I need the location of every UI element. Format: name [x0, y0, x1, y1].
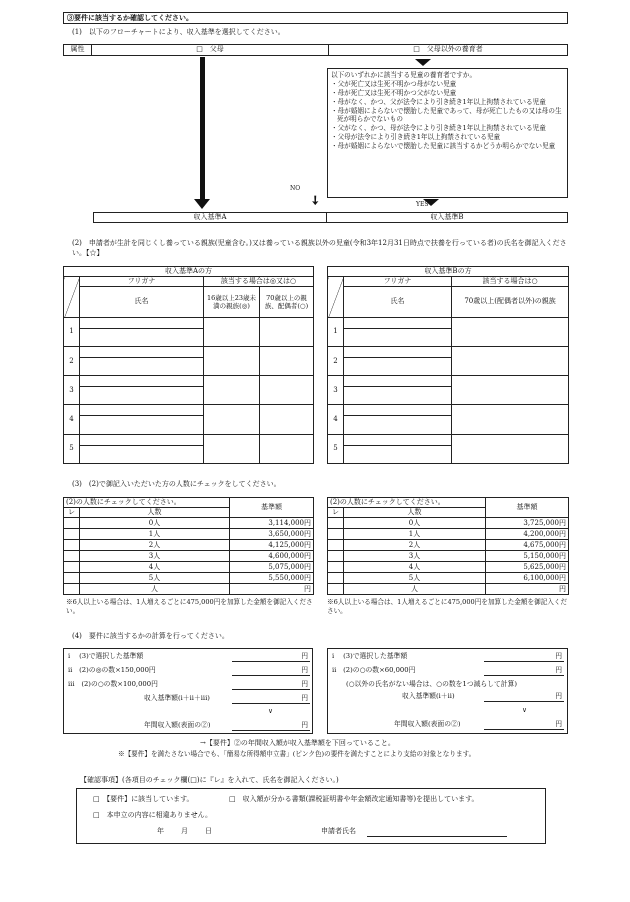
check-cell[interactable]: [64, 573, 80, 584]
arrow-shaft-icon: [200, 57, 205, 200]
count-cell: 人: [80, 584, 230, 595]
amount-cell: 円: [486, 584, 569, 595]
confirm-box: [76, 788, 546, 844]
calc-b-total: 収入基準額(i＋ii): [402, 692, 455, 700]
amount-cell: 5,550,000円: [230, 573, 314, 584]
check-cell[interactable]: [64, 540, 80, 551]
amount-cell: 5,150,000円: [486, 551, 569, 562]
condition-item: ・母がなく、かつ、父が法令により引き続き1年以上拘禁されている児童: [331, 97, 546, 106]
check-col-header: レ: [328, 508, 344, 518]
check-col-header: レ: [64, 508, 80, 518]
footnote: ※【要件】を満たさない場合でも、「簡易な所得額申立書」(ピンク色)の要件を満たすことにより支給の対象となります。: [118, 750, 476, 758]
diag-cell: [328, 277, 344, 317]
q3-table-a: [63, 497, 314, 595]
name-header: 氏名: [80, 287, 204, 317]
check-cell[interactable]: [452, 317, 569, 346]
condition-item: ・母が死亡又は生死不明かつ父がない児童: [331, 88, 457, 97]
condition-item: ・父母が法令により引き続き1年以上拘禁されている児童: [331, 133, 501, 142]
name-header: 氏名: [344, 287, 452, 317]
q1-instruction: (1) 以下のフローチャートにより、収入基準を選択してください。: [72, 28, 285, 36]
day-label: 日: [205, 827, 212, 835]
attr-label: 属性: [64, 45, 92, 55]
result-a: 収入基準A: [93, 212, 327, 223]
condition-item: ・父が死亡又は生死不明かつ母がない児童: [331, 79, 457, 88]
q3-note-b: ※6人以上いる場合は、1人増えるごとに475,000円を加算した金額を御記入ください。: [327, 598, 568, 616]
opt-parent-checkbox[interactable]: □ 父母: [92, 45, 329, 55]
ge-symbol: ∨: [268, 707, 273, 715]
base-col-header: 基準額: [486, 498, 569, 518]
row-number: 1: [328, 317, 344, 346]
check-cell[interactable]: [328, 529, 344, 540]
row-number: 1: [64, 317, 80, 346]
check-cell[interactable]: [204, 405, 260, 434]
yen-unit: 円: [555, 666, 562, 674]
name-input[interactable]: [344, 328, 452, 346]
q2-table-a: [63, 266, 314, 464]
amount-cell: 4,200,000円: [486, 529, 569, 540]
amount-cell: 4,125,000円: [230, 540, 314, 551]
q3-table-b: [327, 497, 569, 595]
amount-cell: 5,625,000円: [486, 562, 569, 573]
condition-list: [331, 80, 564, 151]
diag-cell: [64, 277, 80, 317]
check-cell[interactable]: [452, 434, 569, 463]
calc-a-iii-input[interactable]: [232, 680, 310, 690]
month-label: 月: [181, 827, 188, 835]
count-cell: 5人: [80, 573, 230, 584]
check-cell[interactable]: [328, 573, 344, 584]
yen-unit: 円: [555, 720, 562, 728]
furigana-input[interactable]: [344, 317, 452, 328]
confirm-item1-checkbox[interactable]: □ 【要件】に該当しています。: [93, 795, 194, 803]
calc-a-ii: ii (2)の◎の数×150,000円: [68, 666, 156, 674]
yen-unit: 円: [301, 721, 308, 729]
no-label: NO: [290, 185, 301, 192]
arrow-down-icon: [194, 199, 210, 209]
count-cell: 1人: [80, 529, 230, 540]
calc-b-ii: ii (2)の○の数×60,000円: [332, 666, 416, 674]
calc-b-i: i (3)で選択した基準額: [332, 652, 408, 660]
furigana-input[interactable]: [80, 434, 204, 445]
check-cell[interactable]: [64, 551, 80, 562]
yen-unit: 円: [555, 692, 562, 700]
count-cell: 1人: [344, 529, 486, 540]
check-cell[interactable]: [64, 529, 80, 540]
attribute-row: [63, 44, 568, 56]
year-label: 年: [157, 827, 164, 835]
check-cell[interactable]: [328, 540, 344, 551]
calc-b-total-input[interactable]: [484, 692, 564, 702]
count-col-header: 人数: [344, 508, 486, 518]
row-number: 5: [64, 434, 80, 463]
q3-note-a: ※6人以上いる場合は、1人増えるごとに475,000円を加算した金額を御記入ください。: [66, 598, 313, 616]
cond-title: 以下のいずれかに該当する児童の養育者ですか。: [331, 71, 477, 79]
name-input[interactable]: [344, 416, 452, 434]
name-input[interactable]: [344, 445, 452, 463]
col1-header: 16歳以上23歳未満の親族(◎): [204, 287, 260, 317]
calc-a-total-input[interactable]: [232, 694, 310, 704]
count-cell: 4人: [344, 562, 486, 573]
check-cell[interactable]: [328, 562, 344, 573]
furigana-input[interactable]: [344, 405, 452, 416]
count-cell: 5人: [344, 573, 486, 584]
table-title: 収入基準Aの方: [64, 267, 314, 277]
result-b: 収入基準B: [327, 212, 568, 223]
confirm-title: 【確認事項】(各項目のチェック欄(□)に『レ』を入れて、氏名を御記入ください。): [80, 776, 339, 784]
check-cell[interactable]: [260, 434, 314, 463]
amount-cell: 6,100,000円: [486, 573, 569, 584]
calc-a-i-input[interactable]: [232, 652, 310, 662]
col1-header: 70歳以上(配偶者以外)の親族: [452, 287, 569, 317]
calc-b-i-input[interactable]: [484, 652, 564, 662]
table-title: 収入基準Bの方: [328, 267, 569, 277]
amount-cell: 3,650,000円: [230, 529, 314, 540]
amount-cell: 5,075,000円: [230, 562, 314, 573]
section-title: ③要件に該当するか確認してください。: [63, 12, 568, 24]
check-cell[interactable]: [328, 584, 344, 595]
check-cell[interactable]: [64, 584, 80, 595]
condition-item: ・母が婚姻によらないで懐胎した児童であって、母が死亡したもの又は母の生死が明らかでないもの: [331, 106, 562, 124]
applicant-label: 申請者氏名: [321, 827, 356, 835]
furigana-input[interactable]: [344, 346, 452, 357]
name-input[interactable]: [80, 445, 204, 463]
furigana-input[interactable]: [80, 405, 204, 416]
yen-unit: 円: [301, 652, 308, 660]
count-col-header: 人数: [80, 508, 230, 518]
calc-b-annual-input[interactable]: [484, 720, 564, 730]
count-cell: 3人: [344, 551, 486, 562]
yen-unit: 円: [301, 680, 308, 688]
q3-instruction: (3) (2)で御記入いただいた方の人数にチェックをしてください。: [72, 480, 281, 488]
check-cell[interactable]: [204, 317, 260, 346]
count-cell: 2人: [344, 540, 486, 551]
check-cell[interactable]: [328, 518, 344, 529]
row-number: 3: [64, 376, 80, 405]
check-cell[interactable]: [260, 346, 314, 375]
opt-other-checkbox[interactable]: □ 父母以外の養育者: [413, 45, 483, 53]
calc-box-a: [63, 648, 313, 734]
condition-item: ・母が婚姻によらないで懐胎した児童に該当するかどうか明らかでない児童: [331, 142, 556, 151]
confirm-item2-checkbox[interactable]: □ 収入額が分かる書類(課税証明書や年金額改定通知書等)を提出しています。: [229, 795, 479, 803]
check-cell[interactable]: [204, 434, 260, 463]
condition-box: [327, 68, 568, 198]
yen-unit: 円: [301, 666, 308, 674]
furigana-input[interactable]: [344, 376, 452, 387]
row-number: 2: [64, 346, 80, 375]
calc-b-annual: 年間収入額(表面の②): [394, 720, 461, 728]
calc-a-total: 収入基準額(i＋ii＋iii): [144, 694, 210, 702]
amount-cell: 円: [230, 584, 314, 595]
furigana-header: フリガナ: [80, 277, 204, 287]
calc-a-ii-input[interactable]: [232, 666, 310, 676]
yen-unit: 円: [555, 652, 562, 660]
check-cell[interactable]: [260, 317, 314, 346]
amount-cell: 4,675,000円: [486, 540, 569, 551]
amount-cell: 4,600,000円: [230, 551, 314, 562]
furigana-input[interactable]: [80, 317, 204, 328]
calc-a-annual: 年間収入額(表面の②): [144, 721, 211, 729]
q4-instruction: (4) 要件に該当するかの計算を行ってください。: [72, 632, 229, 640]
check-cell[interactable]: [260, 405, 314, 434]
furigana-input[interactable]: [344, 434, 452, 445]
calc-a-i: i (3)で選択した基準額: [68, 652, 144, 660]
check-cell[interactable]: [452, 346, 569, 375]
count-cell: 0人: [344, 518, 486, 529]
q3-header: (2)の人数にチェックしてください。: [328, 498, 486, 508]
row-number: 4: [64, 405, 80, 434]
furigana-input[interactable]: [80, 376, 204, 387]
name-input[interactable]: [80, 328, 204, 346]
name-input[interactable]: [80, 357, 204, 375]
base-col-header: 基準額: [230, 498, 314, 518]
count-cell: 人: [344, 584, 486, 595]
q2-table-b: [327, 266, 569, 464]
check-cell[interactable]: [204, 376, 260, 405]
name-input[interactable]: [80, 387, 204, 405]
check-cell[interactable]: [64, 562, 80, 573]
row-number: 2: [328, 346, 344, 375]
count-cell: 4人: [80, 562, 230, 573]
calc-a-iii: iii (2)の○の数×100,000円: [68, 680, 158, 688]
name-input[interactable]: [344, 387, 452, 405]
row-number: 5: [328, 434, 344, 463]
furigana-header: フリガナ: [344, 277, 452, 287]
yen-unit: 円: [301, 694, 308, 702]
furigana-input[interactable]: [80, 346, 204, 357]
applicant-name-input[interactable]: [367, 827, 507, 837]
row-number: 3: [328, 376, 344, 405]
calc-box-b: [327, 648, 568, 734]
name-input[interactable]: [344, 357, 452, 375]
q3-header: (2)の人数にチェックしてください。: [64, 498, 230, 508]
name-input[interactable]: [80, 416, 204, 434]
confirm-item3-checkbox[interactable]: □ 本申立の内容に相違ありません。: [93, 811, 213, 819]
check-header: 該当する場合は○: [452, 277, 569, 287]
conclusion: →【要件】②の年間収入額が収入基準額を下回っていること。: [200, 739, 395, 747]
check-header: 該当する場合は◎又は○: [204, 277, 314, 287]
calc-a-annual-input[interactable]: [232, 721, 310, 731]
ge-symbol: ∨: [522, 706, 527, 714]
amount-cell: 3,114,000円: [230, 518, 314, 529]
arrow-diagonal-icon: ➘: [306, 191, 324, 209]
condition-item: ・父がなく、かつ、母が法令により引き続き1年以上拘禁されている児童: [331, 124, 546, 133]
arrow-down-icon: [415, 59, 431, 66]
yes-label: YES: [416, 201, 429, 208]
check-cell[interactable]: [452, 405, 569, 434]
amount-cell: 3,725,000円: [486, 518, 569, 529]
check-cell[interactable]: [260, 376, 314, 405]
check-cell[interactable]: [452, 376, 569, 405]
calc-b-ii-input[interactable]: [484, 666, 564, 676]
count-cell: 2人: [80, 540, 230, 551]
calc-b-note: (○以外の氏名がない場合は、○の数を1つ減らして計算): [346, 680, 518, 688]
col2-header: 70歳以上の親族、配偶者(○): [260, 287, 314, 317]
count-cell: 3人: [80, 551, 230, 562]
q2-instruction: (2) 申請者が生計を同じくし養っている親族(児童含む。)又は養っている親族以外の児童(令和3年12月31日時点で扶養を行っている者)の氏名を御記入ください。【☆】: [72, 239, 567, 258]
row-number: 4: [328, 405, 344, 434]
check-cell[interactable]: [64, 518, 80, 529]
check-cell[interactable]: [328, 551, 344, 562]
check-cell[interactable]: [204, 346, 260, 375]
count-cell: 0人: [80, 518, 230, 529]
